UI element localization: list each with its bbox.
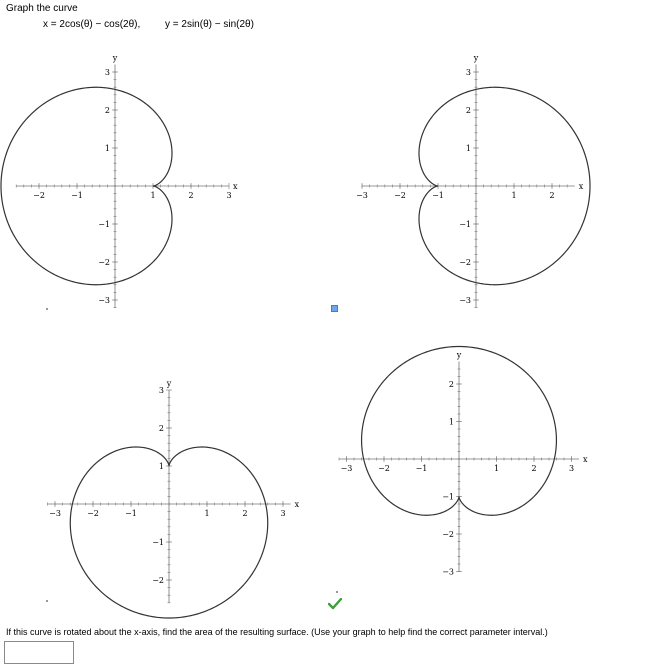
- y-tick-label: −3: [98, 296, 110, 305]
- radio-marker-3[interactable]: [46, 600, 48, 602]
- x-tick-label: −3: [356, 191, 368, 200]
- y-tick-label: 1: [448, 417, 454, 427]
- y-tick-label: −1: [442, 492, 454, 502]
- y-tick-label: −2: [98, 258, 110, 267]
- radio-marker-2-selected[interactable]: [331, 305, 338, 312]
- x-tick-label: −3: [340, 464, 353, 473]
- y-axis-label: y: [112, 53, 118, 63]
- x-tick-label: −2: [378, 464, 390, 473]
- y-tick-label: 2: [104, 106, 110, 115]
- x-tick-label: 1: [204, 509, 210, 518]
- graph-option-4[interactable]: [338, 342, 588, 605]
- y-tick-label: −2: [442, 530, 454, 539]
- x-tick-label: −2: [87, 509, 99, 518]
- graph-option-3[interactable]: [50, 347, 300, 607]
- y-axis-label: y: [456, 350, 462, 360]
- x-tick-label: 2: [242, 509, 248, 518]
- y-tick-label: 2: [448, 380, 454, 389]
- x-tick-label: −1: [125, 509, 137, 518]
- y-tick-label: −3: [459, 296, 471, 305]
- radio-marker-1[interactable]: [46, 308, 48, 310]
- y-tick-label: −2: [459, 258, 471, 267]
- prompt-text: Graph the curve: [6, 3, 78, 14]
- y-tick-label: 2: [465, 106, 471, 115]
- x-tick-label: 2: [531, 464, 537, 473]
- equation-y: y = 2sin(θ) − sin(2θ): [165, 19, 254, 30]
- y-axis-label: y: [166, 379, 172, 388]
- y-tick-label: 3: [158, 386, 164, 395]
- x-tick-label: −2: [33, 191, 45, 200]
- x-tick-label: 2: [549, 191, 555, 200]
- graph-option-4-svg: [338, 342, 588, 600]
- y-axis-label: y: [473, 53, 479, 63]
- x-tick-label: −3: [49, 509, 61, 518]
- x-tick-label: 2: [188, 191, 194, 200]
- x-tick-label: −2: [394, 191, 406, 200]
- y-tick-label: 3: [465, 68, 471, 77]
- y-tick-label: −1: [98, 220, 110, 229]
- x-tick-label: −1: [432, 191, 444, 200]
- y-tick-label: −3: [442, 567, 454, 577]
- x-axis-label: x: [233, 182, 238, 191]
- x-axis-label: x: [583, 455, 588, 464]
- graph-option-2-svg: [338, 55, 588, 305]
- x-tick-label: −1: [71, 191, 83, 200]
- x-tick-label: 3: [280, 509, 286, 518]
- y-tick-label: −1: [152, 538, 164, 547]
- answer-input[interactable]: [4, 641, 74, 664]
- y-tick-label: 1: [158, 462, 164, 471]
- graph-option-1-svg: [33, 53, 300, 305]
- graph-option-1[interactable]: [33, 53, 300, 310]
- y-tick-label: 3: [104, 68, 110, 77]
- y-tick-label: −2: [152, 576, 164, 585]
- x-axis-label: x: [578, 182, 584, 191]
- equation-x: x = 2cos(θ) − cos(2θ),: [43, 19, 141, 30]
- x-axis-label: x: [294, 500, 300, 509]
- x-tick-label: 3: [226, 191, 232, 200]
- y-tick-label: −1: [459, 220, 471, 229]
- question-text: If this curve is rotated about the x-axis, find the area of the resulting surface. (Use your graph to help find the correct parameter interval.): [6, 627, 548, 637]
- y-tick-label: 1: [465, 144, 471, 153]
- radio-marker-4[interactable]: [336, 591, 338, 593]
- x-tick-label: 3: [568, 464, 575, 473]
- x-tick-label: 1: [150, 191, 156, 200]
- graph-option-2[interactable]: [338, 55, 588, 310]
- y-tick-label: 2: [158, 424, 164, 433]
- y-tick-label: 1: [104, 144, 110, 153]
- x-tick-label: 1: [511, 191, 517, 200]
- graph-option-3-svg: [50, 347, 300, 602]
- x-tick-label: 1: [493, 464, 500, 473]
- checkmark-icon: [328, 598, 342, 610]
- x-tick-label: −1: [415, 464, 428, 473]
